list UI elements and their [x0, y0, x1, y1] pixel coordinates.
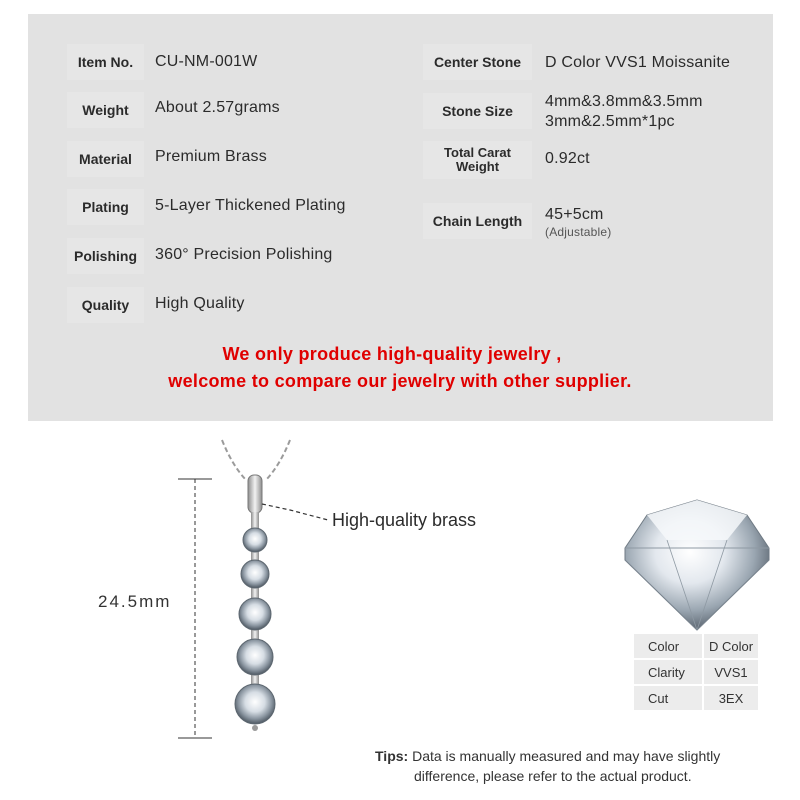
chain-length-value: 45+5cm [545, 206, 604, 223]
grade-key-color: Color [634, 634, 702, 658]
spec-value-total-carat: 0.92ct [545, 150, 590, 167]
spec-value-item-no: CU-NM-001W [155, 53, 258, 70]
spec-label-stone-size: Stone Size [423, 93, 532, 129]
spec-value-chain-length [545, 206, 611, 239]
spec-label-total-carat [423, 141, 532, 179]
grade-value-clarity: VVS1 [704, 660, 758, 684]
spec-label-material: Material [67, 141, 144, 177]
material-callout-label: High-quality brass [332, 510, 477, 530]
spec-label-polishing: Polishing [67, 238, 144, 274]
tips-label: Tips: [375, 748, 409, 764]
grade-key-cut: Cut [634, 686, 702, 710]
spec-value-material: Premium Brass [155, 148, 267, 165]
tips-line-2: difference, please refer to the actual product. [414, 768, 692, 784]
stone-5 [235, 684, 275, 724]
stone-1 [243, 528, 267, 552]
table-row [634, 660, 758, 684]
stone-size-line-1: 4mm&3.8mm&3.5mm [545, 93, 703, 110]
spec-value-quality: High Quality [155, 295, 245, 312]
dimension-line [178, 479, 212, 738]
quality-message-line-1: We only produce high-quality jewelry , [222, 344, 562, 364]
spec-value-plating: 5-Layer Thickened Plating [155, 197, 346, 214]
spec-value-stone-size [545, 92, 703, 132]
grade-value-cut: 3EX [704, 686, 758, 710]
quality-message-line-2: welcome to compare our jewelry with other supplier. [168, 371, 632, 391]
spec-value-polishing: 360° Precision Polishing [155, 246, 333, 263]
grade-value-color: D Color [704, 634, 758, 658]
table-row [634, 686, 758, 710]
spec-label-quality: Quality [67, 287, 144, 323]
spec-label-center-stone: Center Stone [423, 44, 532, 80]
tips-line-1: Data is manually measured and may have slightly [412, 748, 721, 764]
tips-note [375, 746, 795, 786]
total-carat-label-line-1: Total Carat [444, 145, 511, 160]
stone-4 [237, 639, 273, 675]
length-dimension-label: 24.5mm [98, 592, 172, 611]
spec-label-chain-length: Chain Length [423, 203, 532, 239]
spec-label-item-no: Item No. [67, 44, 144, 80]
spec-label-weight: Weight [67, 92, 144, 128]
grade-key-clarity: Clarity [634, 660, 702, 684]
total-carat-label-line-2: Weight [455, 159, 500, 174]
spec-value-weight: About 2.57grams [155, 99, 280, 116]
stone-2 [241, 560, 269, 588]
stone-grade-table [632, 632, 760, 712]
stone-size-line-2: 3mm&2.5mm*1pc [545, 113, 675, 130]
moissanite-stone-image [625, 500, 769, 630]
table-row [634, 634, 758, 658]
necklace-chain [222, 440, 290, 480]
chain-length-note: (Adjustable) [545, 225, 612, 239]
pendant-bail [248, 475, 262, 513]
stone-3 [239, 598, 271, 630]
spec-value-center-stone: D Color VVS1 Moissanite [545, 54, 731, 71]
callout-line [262, 504, 328, 520]
spec-label-plating: Plating [67, 189, 144, 225]
